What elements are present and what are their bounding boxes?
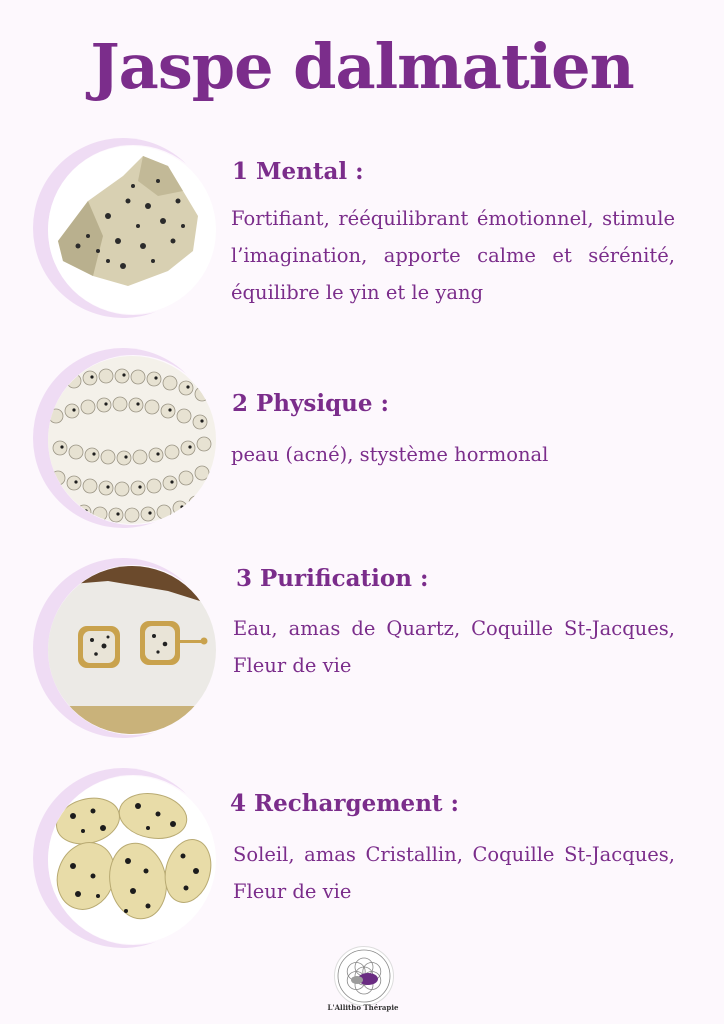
tumbled-stones-icon (48, 776, 216, 944)
section-2-heading: 2 Physique : (232, 390, 390, 417)
flower-of-life-logo-icon (334, 946, 394, 1006)
bead-necklace-icon (48, 356, 216, 524)
raw-stone-icon (48, 146, 216, 314)
section-3-text: Eau, amas de Quartz, Coquille St-Jacques, Fleur de vie (233, 617, 675, 677)
brand-name: L'Allitho Thérapie (327, 1003, 399, 1012)
section-4-text: Soleil, amas Cristallin, Coquille St-Jacques, Fleur de vie (233, 843, 675, 903)
section-2-text: peau (acné), stystème hormonal (231, 443, 549, 466)
section-4-heading: 4 Rechargement : (230, 790, 460, 817)
section-1-text: Fortifiant, rééquilibrant émotionnel, stimule l’imagination, apporte calme et sérénité, équilibre le yin et le yang (231, 207, 675, 304)
section-1-heading: 1 Mental : (232, 158, 364, 185)
page-title: Jaspe dalmatien (90, 30, 634, 103)
section-3-heading: 3 Purification : (236, 565, 429, 592)
earrings-icon (48, 566, 216, 734)
